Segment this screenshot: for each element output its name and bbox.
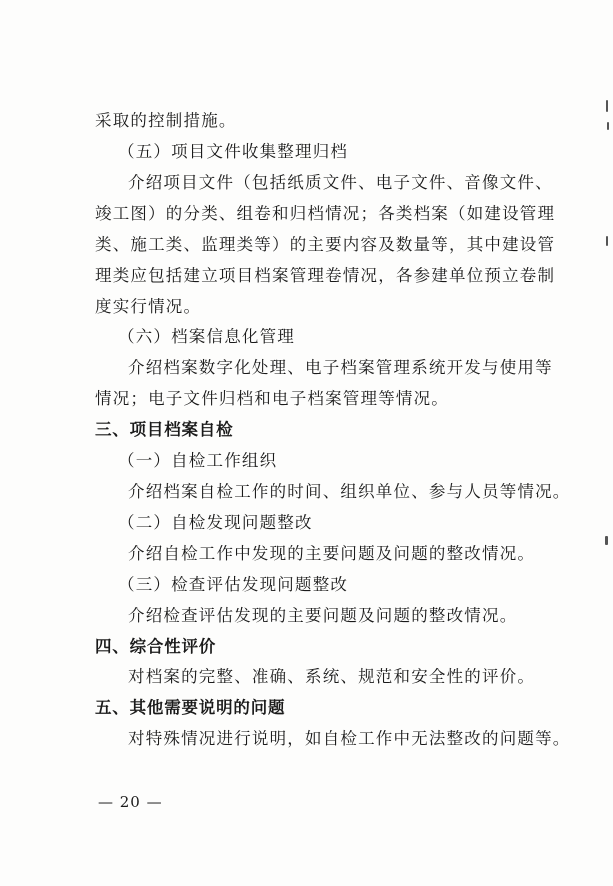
paragraph-3-3: 介绍检查评估发现的主要问题及问题的整改情况。 bbox=[128, 606, 518, 625]
scan-edge-mark bbox=[605, 536, 608, 545]
paragraph-5-line-3: 类、施工类、监理类等）的主要内容及数量等，其中建设管 bbox=[95, 235, 556, 254]
paragraph-6-line-1: 介绍档案数字化处理、电子档案管理系统开发与使用等 bbox=[128, 358, 553, 377]
paragraph-continuation: 采取的控制措施。 bbox=[95, 111, 237, 130]
paragraph-5-line-1: 介绍项目文件（包括纸质文件、电子文件、音像文件、 bbox=[128, 173, 553, 192]
scan-edge-mark bbox=[606, 100, 608, 112]
paragraph-4: 对档案的完整、准确、系统、规范和安全性的评价。 bbox=[128, 667, 536, 686]
paragraph-3-2: 介绍自检工作中发现的主要问题及问题的整改情况。 bbox=[128, 544, 536, 563]
paragraph-3-1: 介绍档案自检工作的时间、组织单位、参与人员等情况。 bbox=[128, 482, 571, 501]
subheading-3-3: （三）检查评估发现问题整改 bbox=[118, 575, 349, 594]
section-heading-5: 五、其他需要说明的问题 bbox=[95, 698, 286, 717]
paragraph-5-other: 对特殊情况进行说明，如自检工作中无法整改的问题等。 bbox=[128, 729, 571, 748]
subheading-3-2: （二）自检发现问题整改 bbox=[118, 513, 313, 532]
scan-edge-mark bbox=[607, 122, 609, 130]
section-heading-4: 四、综合性评价 bbox=[95, 637, 217, 656]
paragraph-6-line-2: 情况；电子文件归档和电子档案管理等情况。 bbox=[95, 389, 449, 408]
subheading-6: （六）档案信息化管理 bbox=[118, 327, 295, 346]
section-heading-3: 三、项目档案自检 bbox=[95, 420, 234, 439]
scan-edge-mark bbox=[606, 236, 608, 246]
page-number: — 20 — bbox=[98, 793, 163, 811]
subheading-5: （五）项目文件收集整理归档 bbox=[118, 142, 349, 161]
paragraph-5-line-5: 度实行情况。 bbox=[95, 297, 202, 316]
paragraph-5-line-4: 理类应包括建立项目档案管理卷情况，各参建单位预立卷制 bbox=[95, 266, 556, 285]
paragraph-5-line-2: 竣工图）的分类、组卷和归档情况；各类档案（如建设管理 bbox=[95, 204, 556, 223]
subheading-3-1: （一）自检工作组织 bbox=[118, 451, 278, 470]
